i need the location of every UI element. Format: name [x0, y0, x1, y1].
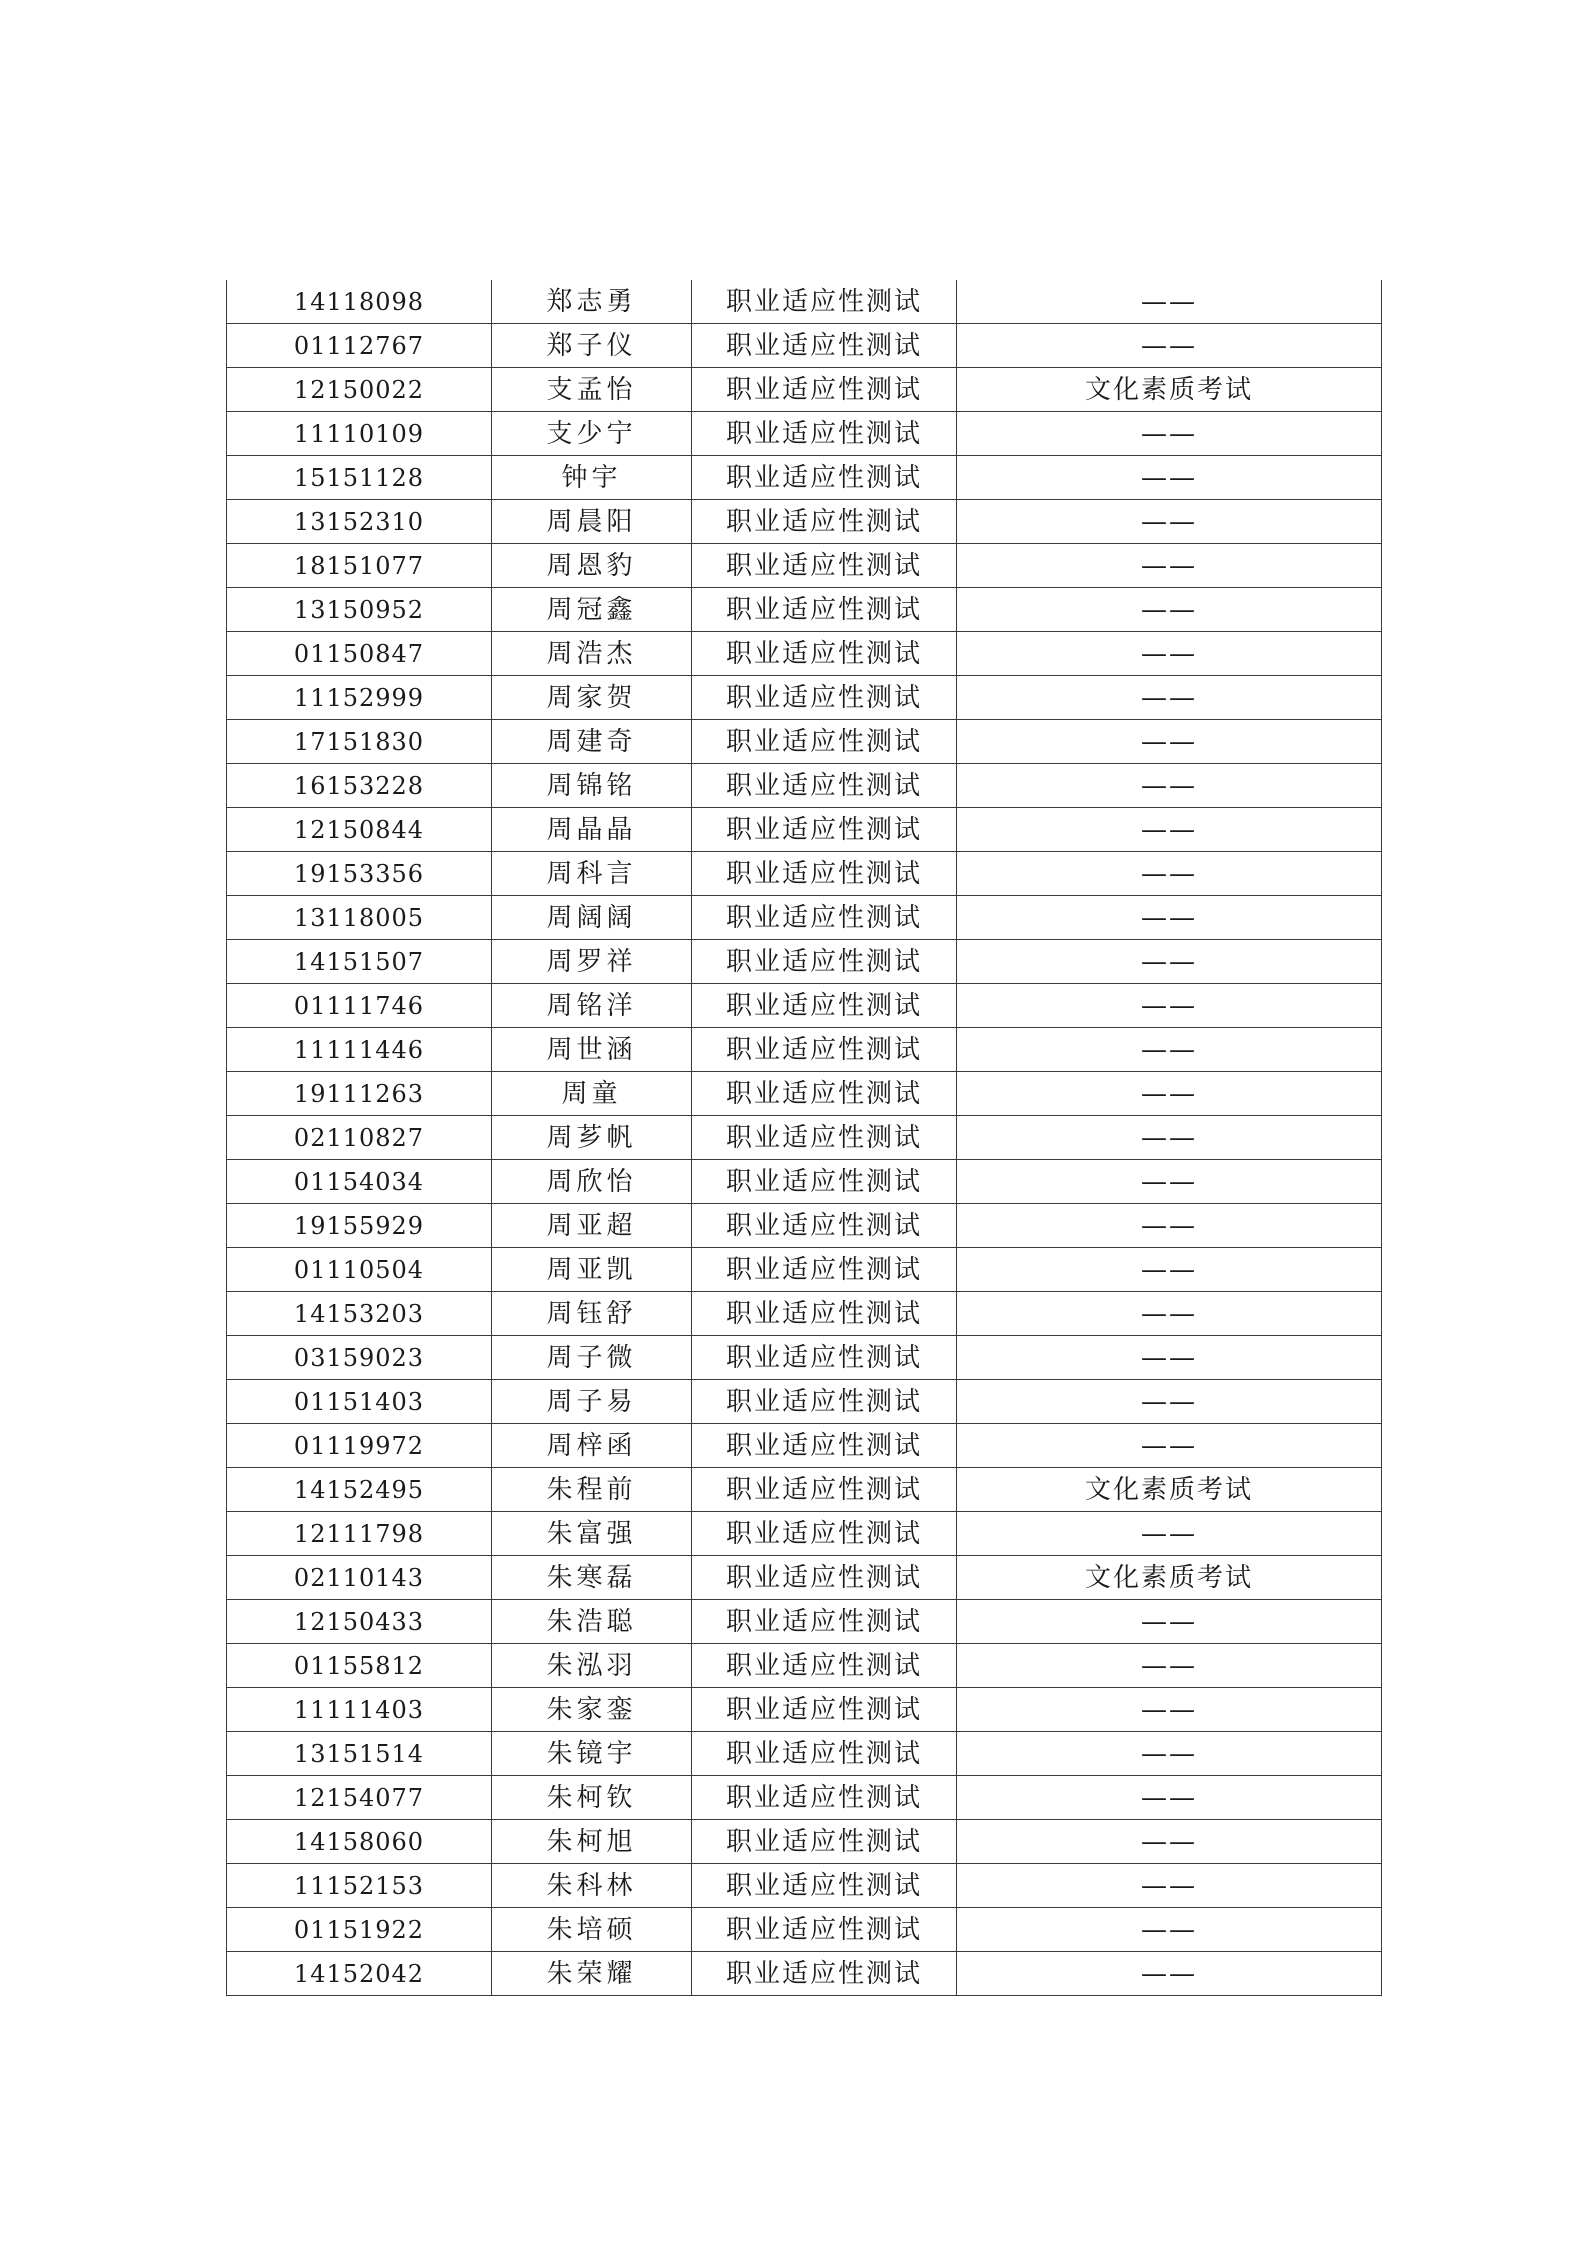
additional-exam-cell: —— — [957, 280, 1382, 324]
test-type-cell: 职业适应性测试 — [692, 720, 957, 764]
test-type-cell: 职业适应性测试 — [692, 1204, 957, 1248]
test-type-cell: 职业适应性测试 — [692, 1116, 957, 1160]
candidate-name-cell: 周子易 — [492, 1380, 692, 1424]
roster-table — [226, 280, 1382, 1996]
table-row — [227, 896, 1382, 940]
test-type-cell: 职业适应性测试 — [692, 1512, 957, 1556]
candidate-name-cell: 周童 — [492, 1072, 692, 1116]
test-type-cell: 职业适应性测试 — [692, 1688, 957, 1732]
candidate-id-cell: 01111746 — [227, 984, 492, 1028]
test-type-cell: 职业适应性测试 — [692, 1336, 957, 1380]
test-type-cell: 职业适应性测试 — [692, 1952, 957, 1996]
table-row — [227, 1864, 1382, 1908]
candidate-name-cell: 朱浩聪 — [492, 1600, 692, 1644]
additional-exam-cell: —— — [957, 1116, 1382, 1160]
candidate-id-cell: 12154077 — [227, 1776, 492, 1820]
candidate-id-cell: 15151128 — [227, 456, 492, 500]
candidate-name-cell: 朱程前 — [492, 1468, 692, 1512]
candidate-id-cell: 01112767 — [227, 324, 492, 368]
table-row — [227, 1072, 1382, 1116]
additional-exam-cell: —— — [957, 1072, 1382, 1116]
roster-table-body — [227, 280, 1382, 1996]
test-type-cell: 职业适应性测试 — [692, 456, 957, 500]
test-type-cell: 职业适应性测试 — [692, 1468, 957, 1512]
test-type-cell: 职业适应性测试 — [692, 676, 957, 720]
table-row — [227, 764, 1382, 808]
candidate-id-cell: 13152310 — [227, 500, 492, 544]
test-type-cell: 职业适应性测试 — [692, 1072, 957, 1116]
candidate-id-cell: 01155812 — [227, 1644, 492, 1688]
additional-exam-cell: —— — [957, 1644, 1382, 1688]
additional-exam-cell: —— — [957, 676, 1382, 720]
table-row — [227, 1732, 1382, 1776]
additional-exam-cell: —— — [957, 1248, 1382, 1292]
candidate-id-cell: 14158060 — [227, 1820, 492, 1864]
candidate-id-cell: 18151077 — [227, 544, 492, 588]
table-row — [227, 324, 1382, 368]
candidate-name-cell: 周亚超 — [492, 1204, 692, 1248]
test-type-cell: 职业适应性测试 — [692, 940, 957, 984]
test-type-cell: 职业适应性测试 — [692, 324, 957, 368]
additional-exam-cell: —— — [957, 1952, 1382, 1996]
table-row — [227, 1908, 1382, 1952]
candidate-name-cell: 周亚凯 — [492, 1248, 692, 1292]
test-type-cell: 职业适应性测试 — [692, 808, 957, 852]
additional-exam-cell: —— — [957, 1600, 1382, 1644]
table-row — [227, 852, 1382, 896]
table-row — [227, 588, 1382, 632]
additional-exam-cell: —— — [957, 1160, 1382, 1204]
test-type-cell: 职业适应性测试 — [692, 412, 957, 456]
additional-exam-cell: —— — [957, 500, 1382, 544]
table-row — [227, 808, 1382, 852]
candidate-name-cell: 周科言 — [492, 852, 692, 896]
table-row — [227, 1688, 1382, 1732]
candidate-id-cell: 19155929 — [227, 1204, 492, 1248]
additional-exam-cell: —— — [957, 1864, 1382, 1908]
candidate-id-cell: 11111446 — [227, 1028, 492, 1072]
test-type-cell: 职业适应性测试 — [692, 852, 957, 896]
candidate-id-cell: 12111798 — [227, 1512, 492, 1556]
candidate-name-cell: 周晶晶 — [492, 808, 692, 852]
candidate-name-cell: 周欣怡 — [492, 1160, 692, 1204]
candidate-id-cell: 11110109 — [227, 412, 492, 456]
test-type-cell: 职业适应性测试 — [692, 1644, 957, 1688]
additional-exam-cell: —— — [957, 412, 1382, 456]
test-type-cell: 职业适应性测试 — [692, 1248, 957, 1292]
candidate-id-cell: 13151514 — [227, 1732, 492, 1776]
additional-exam-cell: —— — [957, 984, 1382, 1028]
table-row — [227, 1776, 1382, 1820]
candidate-name-cell: 周阔阔 — [492, 896, 692, 940]
candidate-id-cell: 02110827 — [227, 1116, 492, 1160]
test-type-cell: 职业适应性测试 — [692, 1028, 957, 1072]
candidate-name-cell: 钟宇 — [492, 456, 692, 500]
candidate-id-cell: 01119972 — [227, 1424, 492, 1468]
additional-exam-cell: —— — [957, 1424, 1382, 1468]
candidate-name-cell: 周罗祥 — [492, 940, 692, 984]
additional-exam-cell: —— — [957, 456, 1382, 500]
table-row — [227, 544, 1382, 588]
table-row — [227, 1512, 1382, 1556]
table-row — [227, 456, 1382, 500]
candidate-id-cell: 14152495 — [227, 1468, 492, 1512]
additional-exam-cell: —— — [957, 940, 1382, 984]
candidate-id-cell: 12150844 — [227, 808, 492, 852]
candidate-id-cell: 02110143 — [227, 1556, 492, 1600]
candidate-name-cell: 朱镜宇 — [492, 1732, 692, 1776]
additional-exam-cell: —— — [957, 1908, 1382, 1952]
additional-exam-cell: —— — [957, 1292, 1382, 1336]
table-row — [227, 1160, 1382, 1204]
additional-exam-cell: —— — [957, 1688, 1382, 1732]
test-type-cell: 职业适应性测试 — [692, 1380, 957, 1424]
candidate-name-cell: 朱富强 — [492, 1512, 692, 1556]
table-row — [227, 1644, 1382, 1688]
additional-exam-cell: 文化素质考试 — [957, 1468, 1382, 1512]
candidate-name-cell: 周冠鑫 — [492, 588, 692, 632]
candidate-id-cell: 14151507 — [227, 940, 492, 984]
test-type-cell: 职业适应性测试 — [692, 368, 957, 412]
candidate-id-cell: 01150847 — [227, 632, 492, 676]
candidate-name-cell: 朱寒磊 — [492, 1556, 692, 1600]
additional-exam-cell: —— — [957, 1776, 1382, 1820]
additional-exam-cell: —— — [957, 808, 1382, 852]
additional-exam-cell: —— — [957, 1820, 1382, 1864]
candidate-name-cell: 周子微 — [492, 1336, 692, 1380]
test-type-cell: 职业适应性测试 — [692, 1776, 957, 1820]
candidate-name-cell: 周建奇 — [492, 720, 692, 764]
test-type-cell: 职业适应性测试 — [692, 544, 957, 588]
candidate-name-cell: 支孟怡 — [492, 368, 692, 412]
table-row — [227, 1380, 1382, 1424]
candidate-id-cell: 11111403 — [227, 1688, 492, 1732]
candidate-id-cell: 16153228 — [227, 764, 492, 808]
additional-exam-cell: —— — [957, 764, 1382, 808]
test-type-cell: 职业适应性测试 — [692, 1600, 957, 1644]
test-type-cell: 职业适应性测试 — [692, 1556, 957, 1600]
additional-exam-cell: —— — [957, 632, 1382, 676]
test-type-cell: 职业适应性测试 — [692, 1292, 957, 1336]
test-type-cell: 职业适应性测试 — [692, 1424, 957, 1468]
test-type-cell: 职业适应性测试 — [692, 1732, 957, 1776]
candidate-name-cell: 周晨阳 — [492, 500, 692, 544]
test-type-cell: 职业适应性测试 — [692, 1908, 957, 1952]
table-row — [227, 1116, 1382, 1160]
table-row — [227, 280, 1382, 324]
test-type-cell: 职业适应性测试 — [692, 632, 957, 676]
additional-exam-cell: —— — [957, 896, 1382, 940]
additional-exam-cell: —— — [957, 324, 1382, 368]
candidate-name-cell: 周家贺 — [492, 676, 692, 720]
additional-exam-cell: —— — [957, 720, 1382, 764]
table-row — [227, 720, 1382, 764]
additional-exam-cell: —— — [957, 1732, 1382, 1776]
candidate-id-cell: 01154034 — [227, 1160, 492, 1204]
candidate-name-cell: 朱柯钦 — [492, 1776, 692, 1820]
table-row — [227, 1028, 1382, 1072]
candidate-id-cell: 14152042 — [227, 1952, 492, 1996]
candidate-name-cell: 朱家銮 — [492, 1688, 692, 1732]
candidate-name-cell: 周锦铭 — [492, 764, 692, 808]
candidate-name-cell: 朱荣耀 — [492, 1952, 692, 1996]
candidate-name-cell: 朱柯旭 — [492, 1820, 692, 1864]
candidate-name-cell: 周铭洋 — [492, 984, 692, 1028]
test-type-cell: 职业适应性测试 — [692, 280, 957, 324]
candidate-name-cell: 周芗帆 — [492, 1116, 692, 1160]
candidate-name-cell: 郑子仪 — [492, 324, 692, 368]
additional-exam-cell: —— — [957, 852, 1382, 896]
table-row — [227, 1248, 1382, 1292]
candidate-name-cell: 周恩豹 — [492, 544, 692, 588]
candidate-name-cell: 郑志勇 — [492, 280, 692, 324]
candidate-id-cell: 11152153 — [227, 1864, 492, 1908]
additional-exam-cell: —— — [957, 1028, 1382, 1072]
candidate-id-cell: 12150433 — [227, 1600, 492, 1644]
test-type-cell: 职业适应性测试 — [692, 1864, 957, 1908]
table-row — [227, 1820, 1382, 1864]
candidate-name-cell: 周世涵 — [492, 1028, 692, 1072]
candidate-id-cell: 01151403 — [227, 1380, 492, 1424]
table-row — [227, 1292, 1382, 1336]
test-type-cell: 职业适应性测试 — [692, 764, 957, 808]
test-type-cell: 职业适应性测试 — [692, 984, 957, 1028]
candidate-name-cell: 周梓函 — [492, 1424, 692, 1468]
additional-exam-cell: 文化素质考试 — [957, 368, 1382, 412]
additional-exam-cell: —— — [957, 588, 1382, 632]
candidate-id-cell: 12150022 — [227, 368, 492, 412]
candidate-name-cell: 周浩杰 — [492, 632, 692, 676]
additional-exam-cell: —— — [957, 544, 1382, 588]
candidate-id-cell: 13118005 — [227, 896, 492, 940]
additional-exam-cell: —— — [957, 1204, 1382, 1248]
table-row — [227, 984, 1382, 1028]
candidate-id-cell: 19153356 — [227, 852, 492, 896]
candidate-name-cell: 朱科林 — [492, 1864, 692, 1908]
table-row — [227, 412, 1382, 456]
table-row — [227, 940, 1382, 984]
table-row — [227, 1336, 1382, 1380]
table-row — [227, 632, 1382, 676]
test-type-cell: 职业适应性测试 — [692, 588, 957, 632]
candidate-id-cell: 03159023 — [227, 1336, 492, 1380]
candidate-id-cell: 19111263 — [227, 1072, 492, 1116]
candidate-name-cell: 周钰舒 — [492, 1292, 692, 1336]
test-type-cell: 职业适应性测试 — [692, 1820, 957, 1864]
candidate-id-cell: 14118098 — [227, 280, 492, 324]
candidate-name-cell: 朱泓羽 — [492, 1644, 692, 1688]
test-type-cell: 职业适应性测试 — [692, 1160, 957, 1204]
table-row — [227, 676, 1382, 720]
candidate-id-cell: 17151830 — [227, 720, 492, 764]
candidate-id-cell: 11152999 — [227, 676, 492, 720]
additional-exam-cell: 文化素质考试 — [957, 1556, 1382, 1600]
test-type-cell: 职业适应性测试 — [692, 896, 957, 940]
table-row — [227, 1952, 1382, 1996]
candidate-id-cell: 01110504 — [227, 1248, 492, 1292]
table-row — [227, 368, 1382, 412]
table-row — [227, 1600, 1382, 1644]
additional-exam-cell: —— — [957, 1512, 1382, 1556]
candidate-id-cell: 01151922 — [227, 1908, 492, 1952]
table-row — [227, 500, 1382, 544]
candidate-id-cell: 14153203 — [227, 1292, 492, 1336]
additional-exam-cell: —— — [957, 1336, 1382, 1380]
candidate-name-cell: 支少宁 — [492, 412, 692, 456]
table-row — [227, 1468, 1382, 1512]
table-row — [227, 1204, 1382, 1248]
table-row — [227, 1424, 1382, 1468]
candidate-id-cell: 13150952 — [227, 588, 492, 632]
table-row — [227, 1556, 1382, 1600]
candidate-name-cell: 朱培硕 — [492, 1908, 692, 1952]
test-type-cell: 职业适应性测试 — [692, 500, 957, 544]
additional-exam-cell: —— — [957, 1380, 1382, 1424]
